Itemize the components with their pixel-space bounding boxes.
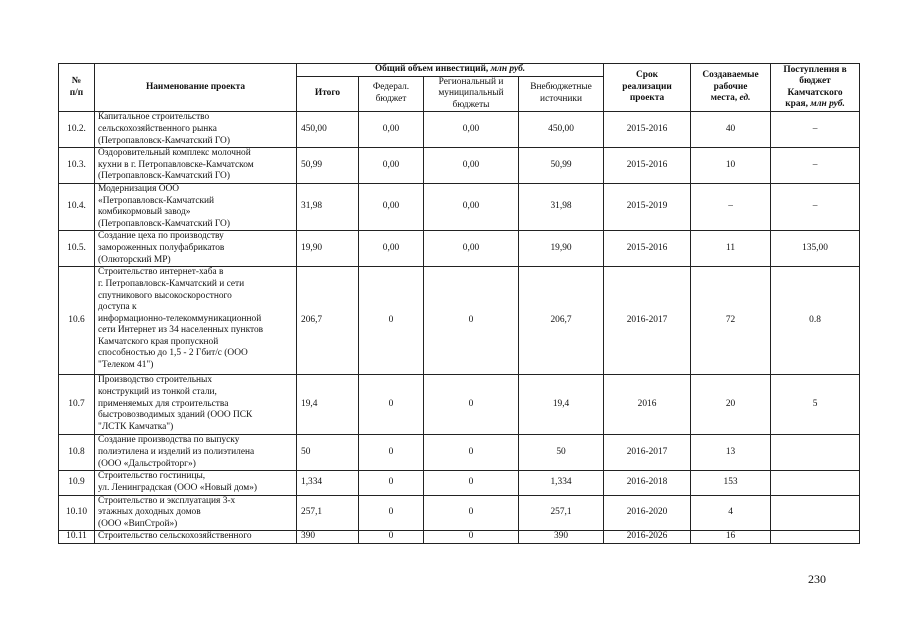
cell-revenue (771, 471, 860, 495)
cell-extra: 50,99 (519, 148, 604, 184)
cell-term: 2015-2016 (604, 231, 691, 267)
cell-regional: 0 (424, 471, 519, 495)
header-total (297, 76, 359, 112)
header-extra-text: Внебюджетные источники (530, 82, 592, 104)
cell-regional: 0,00 (424, 148, 519, 184)
cell-term: 2016-2017 (604, 435, 691, 471)
header-volume-unit: млн руб. (490, 64, 526, 74)
cell-name: Капитальное строительство сельскохозяйственного рынка (Петропавловск-Камчатский ГО) (95, 112, 297, 148)
cell-total: 19,4 (297, 375, 359, 435)
cell-name: Строительство интернет-хаба в г. Петропавловск-Камчатский и сети спутникового высокоскоростного доступа к информационно-телекоммуникационной сети Интернет из 34 населенных пунктов Камчатского края пропускной способностью до 1,5 - 2 Гбит/с (ООО "Телеком 41") (95, 267, 297, 375)
cell-extra: 19,90 (519, 231, 604, 267)
table-row (59, 435, 860, 471)
cell-num: 10.9 (59, 471, 95, 495)
header-num-text: № п/п (69, 76, 84, 98)
cell-num: 10.10 (59, 495, 95, 531)
cell-name: Создание цеха по производству замороженных полуфабрикатов (Олюторский МР) (95, 231, 297, 267)
header-num (59, 64, 95, 112)
header-federal-text: Федерал. бюджет (372, 82, 410, 104)
investment-table (58, 63, 860, 544)
cell-federal: 0,00 (359, 112, 424, 148)
cell-revenue (771, 435, 860, 471)
header-extra (519, 76, 604, 112)
header-volume-text: Общий объем инвестиций, (374, 64, 491, 74)
cell-regional: 0 (424, 531, 519, 544)
table-row (59, 471, 860, 495)
cell-total: 390 (297, 531, 359, 544)
cell-jobs: 10 (691, 148, 771, 184)
cell-regional: 0,00 (424, 112, 519, 148)
cell-num: 10.3. (59, 148, 95, 184)
table-row (59, 231, 860, 267)
header-jobs (691, 64, 771, 112)
cell-revenue: – (771, 112, 860, 148)
header-volume (297, 64, 604, 77)
cell-extra: 206,7 (519, 267, 604, 375)
cell-regional: 0,00 (424, 183, 519, 230)
cell-term: 2015-2016 (604, 148, 691, 184)
cell-total: 19,90 (297, 231, 359, 267)
table-body (59, 112, 860, 544)
cell-total: 450,00 (297, 112, 359, 148)
cell-term: 2015-2016 (604, 112, 691, 148)
cell-federal: 0,00 (359, 148, 424, 184)
cell-revenue: 5 (771, 375, 860, 435)
cell-revenue: – (771, 148, 860, 184)
cell-jobs: 16 (691, 531, 771, 544)
table-row (59, 148, 860, 184)
table-row (59, 183, 860, 230)
cell-num: 10.7 (59, 375, 95, 435)
cell-revenue: 0.8 (771, 267, 860, 375)
table-header (59, 64, 860, 112)
cell-total: 31,98 (297, 183, 359, 230)
cell-total: 206,7 (297, 267, 359, 375)
cell-extra: 50 (519, 435, 604, 471)
header-regional (424, 76, 519, 112)
cell-regional: 0 (424, 495, 519, 531)
cell-federal: 0,00 (359, 231, 424, 267)
cell-name: Строительство гостиницы, ул. Ленинградская (ООО «Новый дом») (95, 471, 297, 495)
cell-num: 10.4. (59, 183, 95, 230)
cell-jobs: 153 (691, 471, 771, 495)
cell-name: Строительство сельскохозяйственного (95, 531, 297, 544)
cell-revenue: 135,00 (771, 231, 860, 267)
cell-num: 10.2. (59, 112, 95, 148)
cell-name: Модернизация ООО «Петропавловск-Камчатский комбикормовый завод» (Петропавловск-Камчатский ГО) (95, 183, 297, 230)
cell-jobs: 4 (691, 495, 771, 531)
cell-term: 2016-2017 (604, 267, 691, 375)
cell-num: 10.5. (59, 231, 95, 267)
cell-term: 2016-2020 (604, 495, 691, 531)
header-revenue-unit: млн руб. (810, 99, 845, 110)
cell-jobs: 40 (691, 112, 771, 148)
cell-revenue (771, 531, 860, 544)
header-name (95, 64, 297, 112)
header-total-text: Итого (314, 88, 341, 99)
cell-total: 1,334 (297, 471, 359, 495)
table-row (59, 531, 860, 544)
cell-extra: 257,1 (519, 495, 604, 531)
cell-federal: 0 (359, 267, 424, 375)
cell-regional: 0 (424, 435, 519, 471)
cell-jobs: 72 (691, 267, 771, 375)
cell-name: Создание производства по выпуску полиэтилена и изделий из полиэтилена (ООО «Дальстройторг») (95, 435, 297, 471)
cell-federal: 0 (359, 531, 424, 544)
cell-term: 2015-2019 (604, 183, 691, 230)
header-revenue (771, 64, 860, 112)
cell-name: Производство строительных конструкций из тонкой стали, применяемых для строительства быстровозводимых зданий (ООО ПСК "ЛСТК Камчатка") (95, 375, 297, 435)
cell-jobs: 13 (691, 435, 771, 471)
cell-revenue: – (771, 183, 860, 230)
header-jobs-text: Создаваемые рабочие места, (702, 70, 759, 104)
cell-federal: 0 (359, 375, 424, 435)
header-federal (359, 76, 424, 112)
table-row (59, 495, 860, 531)
cell-regional: 0,00 (424, 231, 519, 267)
header-term-text: Срок реализации проекта (622, 70, 672, 104)
header-regional-text: Региональный и муниципальный бюджеты (438, 76, 504, 110)
cell-total: 50 (297, 435, 359, 471)
cell-revenue (771, 495, 860, 531)
cell-term: 2016-2026 (604, 531, 691, 544)
cell-regional: 0 (424, 375, 519, 435)
cell-federal: 0 (359, 495, 424, 531)
cell-num: 10.8 (59, 435, 95, 471)
cell-federal: 0 (359, 435, 424, 471)
header-term (604, 64, 691, 112)
cell-extra: 450,00 (519, 112, 604, 148)
cell-term: 2016 (604, 375, 691, 435)
cell-regional: 0 (424, 267, 519, 375)
cell-extra: 390 (519, 531, 604, 544)
header-name-text: Наименование проекта (145, 81, 246, 92)
cell-jobs: – (691, 183, 771, 230)
table-row (59, 267, 860, 375)
cell-federal: 0 (359, 471, 424, 495)
table-row (59, 375, 860, 435)
cell-extra: 1,334 (519, 471, 604, 495)
cell-num: 10.11 (59, 531, 95, 544)
cell-jobs: 20 (691, 375, 771, 435)
page-number: 230 (808, 572, 826, 586)
cell-num: 10.6 (59, 267, 95, 375)
cell-total: 257,1 (297, 495, 359, 531)
cell-name: Оздоровительный комплекс молочной кухни в г. Петропавловске-Камчатском (Петропавловск-Камчатский ГО) (95, 148, 297, 184)
table-row (59, 112, 860, 148)
header-revenue-text: Поступления в бюджет Камчатского края, (783, 64, 847, 110)
cell-jobs: 11 (691, 231, 771, 267)
cell-extra: 19,4 (519, 375, 604, 435)
cell-federal: 0,00 (359, 183, 424, 230)
cell-total: 50,99 (297, 148, 359, 184)
cell-extra: 31,98 (519, 183, 604, 230)
cell-name: Строительство и эксплуатация 3-х этажных доходных домов (ООО «ВипСтрой») (95, 495, 297, 531)
cell-term: 2016-2018 (604, 471, 691, 495)
header-jobs-unit: ед. (739, 93, 751, 104)
